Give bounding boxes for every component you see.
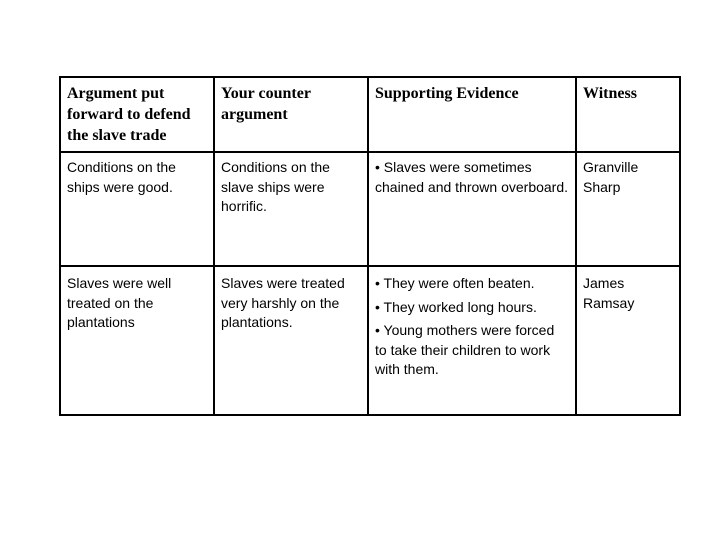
table-header-row: [60, 77, 680, 152]
counter-argument-cell: Slaves were treated very harshly on the plantations.: [214, 266, 368, 415]
witness-cell: James Ramsay: [576, 266, 680, 415]
table-row: [60, 152, 680, 266]
evidence-cell: [368, 266, 576, 415]
witness-cell: Granville Sharp: [576, 152, 680, 266]
table-row: [60, 266, 680, 415]
counter-argument-cell: Conditions on the slave ships were horrific.: [214, 152, 368, 266]
evidence-item: • They worked long hours.: [375, 298, 537, 315]
slave-trade-argument-table: [59, 76, 681, 416]
header-counter-argument: Your counter argument: [214, 77, 368, 152]
evidence-item: • Slaves were sometimes chained and thrown overboard.: [375, 159, 569, 195]
evidence-item: • Young mothers were forced to take their children to work with them.: [375, 322, 555, 377]
argument-cell: Conditions on the ships were good.: [60, 152, 214, 266]
header-argument: Argument put forward to defend the slave trade: [60, 77, 214, 152]
header-supporting-evidence: Supporting Evidence: [368, 77, 576, 152]
evidence-item: • They were often beaten.: [375, 275, 535, 291]
argument-cell: Slaves were well treated on the plantations: [60, 266, 214, 415]
evidence-cell: [368, 152, 576, 266]
header-witness: Witness: [576, 77, 680, 152]
